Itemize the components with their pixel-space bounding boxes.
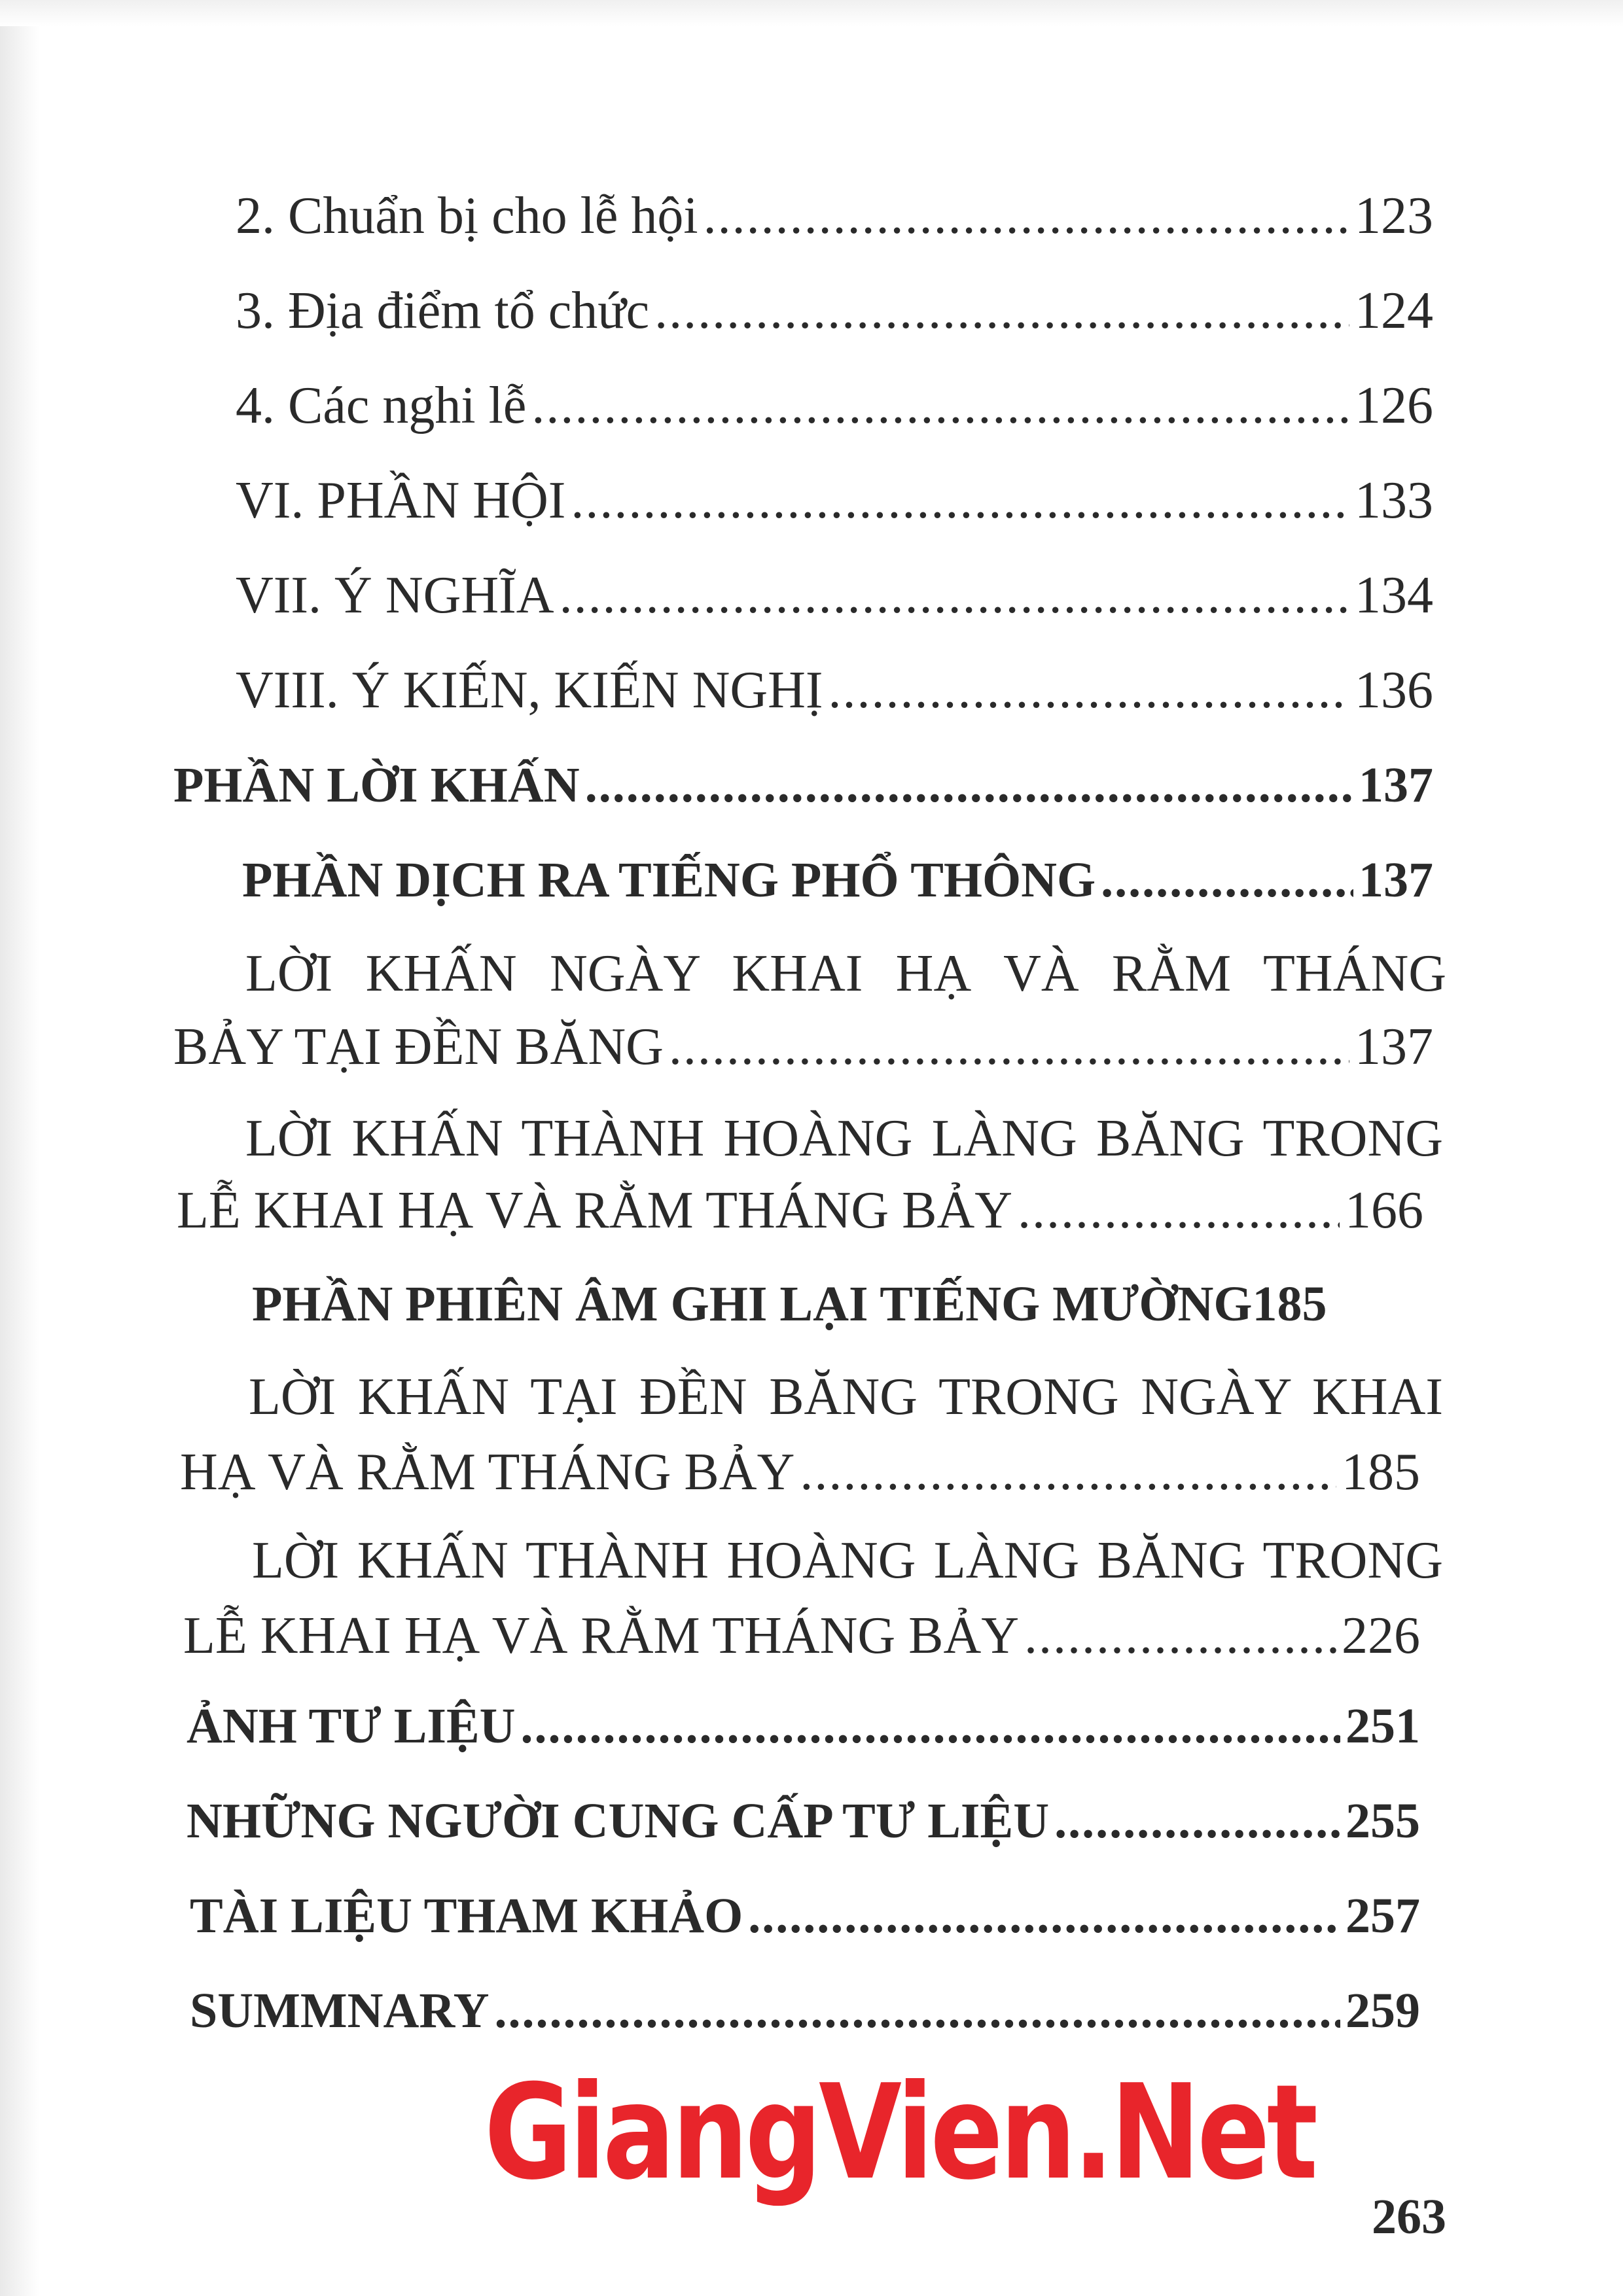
toc-entry [190, 1983, 1420, 2038]
toc-entry-first-line: LỜI KHẤN TẠI ĐỀN BĂNG TRONG NGÀY KHAI [249, 1368, 1443, 1426]
toc-entry-page: 137 [1359, 853, 1433, 908]
toc-entry-label: HẠ VÀ RẰM THÁNG BẢY [180, 1443, 795, 1501]
toc-entry-label: PHẦN LỜI KHẤN [173, 758, 580, 813]
toc-entry [236, 474, 1433, 527]
toc-entry-label: TÀI LIỆU THAM KHẢO [190, 1888, 743, 1943]
toc-entry-page: 134 [1355, 567, 1433, 624]
leader-dots [1024, 1610, 1336, 1662]
toc-entry-label: 2. Chuẩn bị cho lễ hội [236, 187, 698, 245]
toc-entry [236, 187, 1433, 245]
toc-entry [183, 1607, 1420, 1665]
toc-entry-page: 137 [1359, 758, 1433, 813]
toc-entry [177, 1184, 1423, 1237]
toc-entry [236, 569, 1433, 622]
toc-entry [236, 662, 1433, 719]
toc-entry-page: 185 [1342, 1443, 1420, 1501]
toc-entry-label: BẢY TẠI ĐỀN BĂNG [173, 1018, 664, 1076]
leader-dots [494, 1986, 1340, 2036]
leader-dots [748, 1891, 1340, 1941]
leader-dots [1101, 855, 1353, 905]
toc-entry-page: 137 [1355, 1018, 1433, 1076]
toc-entry-page: 123 [1355, 187, 1433, 245]
toc-entry [187, 1793, 1420, 1848]
leader-dots [669, 1021, 1349, 1073]
toc-entry-label: VII. Ý NGHĨA [236, 567, 554, 624]
leader-dots [800, 1446, 1336, 1498]
leader-dots [1054, 1796, 1340, 1846]
leader-dots [654, 285, 1349, 337]
toc-entry-page: 251 [1346, 1699, 1420, 1754]
toc-entry [236, 377, 1433, 434]
toc-entry-page: 226 [1342, 1607, 1420, 1665]
leader-dots [571, 474, 1349, 527]
toc-entry [252, 1277, 1423, 1332]
toc-entry [187, 1699, 1420, 1754]
toc-entry-label: ẢNH TƯ LIỆU [187, 1699, 516, 1754]
watermark-logo: GiangVien.Net [484, 2057, 1315, 2209]
leader-dots [704, 190, 1349, 242]
toc-entry-page: 124 [1355, 282, 1433, 340]
toc-entry-label: VI. PHẦN HỘI [236, 472, 566, 529]
toc-entry-label: 4. Các nghi lễ [236, 377, 527, 434]
toc-entry-page: 126 [1355, 377, 1433, 434]
toc-entry [173, 1018, 1433, 1076]
toc-entry [236, 282, 1433, 340]
leader-dots [1018, 1184, 1340, 1237]
toc-entry-page: 136 [1355, 662, 1433, 719]
toc-entry-label: LỄ KHAI HẠ VÀ RẰM THÁNG BẢY [183, 1607, 1020, 1665]
toc-entry-label: PHẦN DỊCH RA TIẾNG PHỔ THÔNG [242, 853, 1096, 908]
toc-entry-first-line: LỜI KHẤN NGÀY KHAI HẠ VÀ RẰM THÁNG [245, 945, 1446, 1002]
toc-entry-page: 185 [1252, 1277, 1327, 1332]
leader-dots [531, 380, 1349, 432]
leader-dots [585, 760, 1353, 810]
page-number: 263 [1372, 2189, 1446, 2244]
toc-entry-page: 255 [1346, 1793, 1420, 1848]
toc-entry [242, 853, 1433, 908]
toc-entry [180, 1443, 1420, 1501]
toc-entry-label: SUMMNARY [190, 1983, 490, 2038]
leader-dots [521, 1701, 1340, 1751]
toc-entry-page: 166 [1345, 1182, 1423, 1239]
toc-entry [173, 758, 1433, 813]
toc-entry-page: 133 [1355, 472, 1433, 529]
toc-entry-label: NHỮNG NGƯỜI CUNG CẤP TƯ LIỆU [187, 1793, 1050, 1848]
toc-entry-page: 259 [1346, 1983, 1420, 2038]
leader-dots [560, 569, 1349, 622]
toc-entry-first-line: LỜI KHẤN THÀNH HOÀNG LÀNG BĂNG TRONG [245, 1110, 1443, 1167]
toc-entry [190, 1888, 1420, 1943]
toc-entry-label: LỄ KHAI HẠ VÀ RẰM THÁNG BẢY [177, 1182, 1013, 1239]
toc-entry-page: 257 [1346, 1888, 1420, 1943]
toc-entry-label: PHẦN PHIÊN ÂM GHI LẠI TIẾNG MƯỜNG [252, 1277, 1253, 1332]
leader-dots [829, 664, 1349, 716]
toc-entry-first-line: LỜI KHẤN THÀNH HOÀNG LÀNG BĂNG TRONG [252, 1532, 1443, 1589]
toc-entry-label: 3. Địa điểm tổ chức [236, 282, 650, 340]
toc-entry-label: VIII. Ý KIẾN, KIẾN NGHỊ [236, 662, 823, 719]
